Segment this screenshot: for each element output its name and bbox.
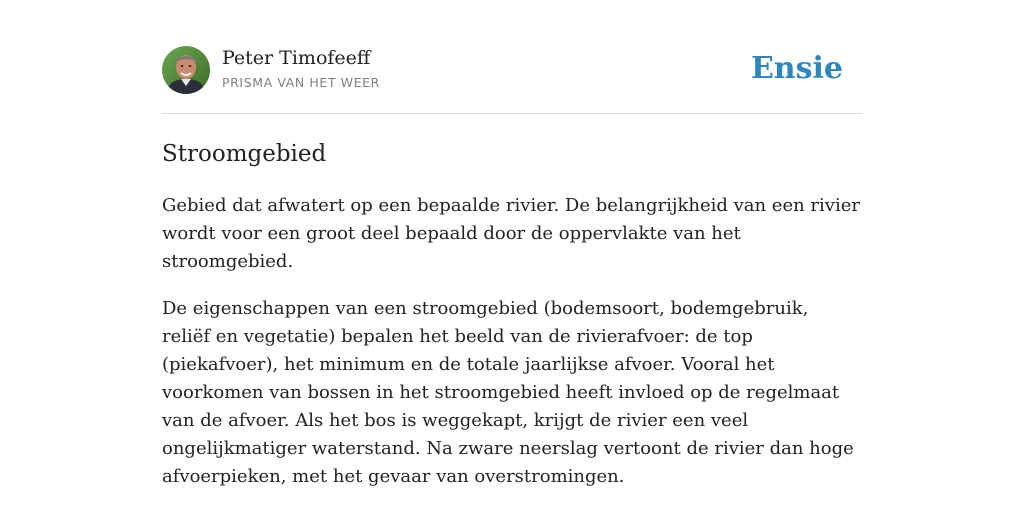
ensie-logo[interactable]: Ensie [750,51,843,86]
author-source[interactable]: PRISMA VAN HET WEER [222,75,380,90]
article-paragraph-1: Gebied dat afwatert op een bepaalde rivier. De belangrijkheid van een rivier wordt voor een groot deel bepaald door de oppervlakte van het stroomgebied. [162,195,860,272]
author-avatar[interactable] [162,46,210,94]
article-card [162,46,862,491]
article-title: Stroomgebied [162,141,327,167]
article-paragraph-2: De eigenschappen van een stroomgebied (bodemsoort, bodemgebruik, reliëf en vegetatie) bepalen het beeld van de rivierafvoer: de top (piekafvoer), het minimum en de totale jaarlijkse afvoer. Vooral het voorkomen van bossen in het stroomgebied heeft invloed op de regelmaat van de afvoer. Als het bos is weggekapt, krijgt de rivier een veel ongelijkmatiger waterstand. Na zware neerslag vertoont de rivier dan hoge afvoerpieken, met het gevaar van overstromingen. [162,298,854,487]
article-header [162,46,862,114]
author-name[interactable]: Peter Timofeeff [222,47,371,69]
portrait-photo-icon [162,46,210,94]
